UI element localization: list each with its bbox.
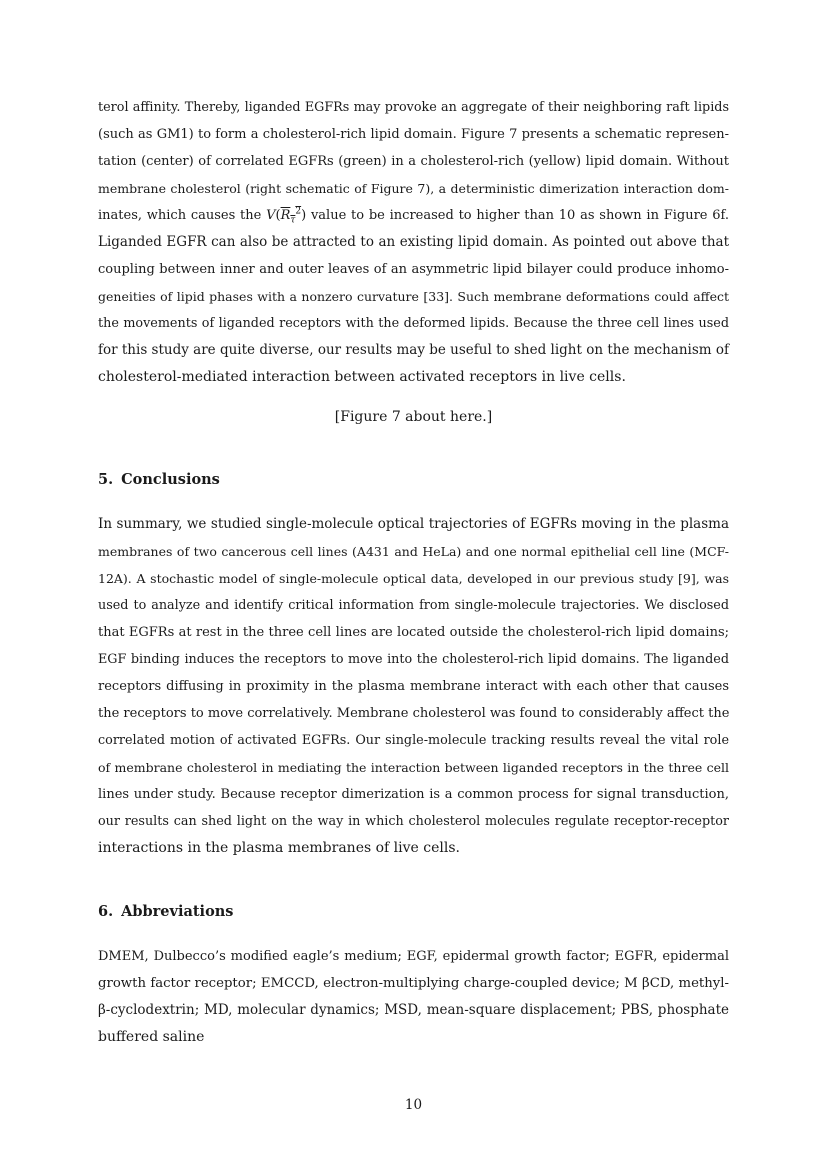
math-line-before: inates, which causes the (98, 208, 267, 223)
section-heading-conclusions (98, 470, 220, 490)
math-open-paren: ( (275, 208, 281, 223)
body-line: In summary, we studied single-molecule optical trajectories of EGFRs moving in the plasma (98, 516, 729, 532)
math-line-after: value to be increased to higher than 10 as shown in Figure 6f. (306, 208, 730, 223)
math-function: V (266, 208, 276, 223)
math-close-paren: ) (301, 208, 307, 223)
page-number: 10 (404, 1097, 423, 1113)
body-line: membranes of two cancerous cell lines (A431 and HeLa) and one normal epithelial cell line (MCF- (98, 544, 729, 559)
body-line: buffered saline (98, 1029, 205, 1045)
body-line: Liganded EGFR can also be attracted to an existing lipid domain. As pointed out above that (98, 234, 729, 250)
body-line: β-cyclodextrin; MD, molecular dynamics; MSD, mean-square displacement; PBS, phosphate (98, 1002, 729, 1018)
math-line (98, 202, 729, 229)
section-title: Conclusions (121, 471, 220, 488)
body-line: the movements of liganded receptors with the deformed lipids. Because the three cell lines used (98, 316, 729, 331)
body-line: of membrane cholesterol in mediating the interaction between liganded receptors in the three cell (98, 760, 729, 775)
figure-placeholder-note: [Figure 7 about here.] (334, 409, 493, 425)
body-line: for this study are quite diverse, our results may be useful to shed light on the mechanism of (98, 342, 729, 358)
body-line: our results can shed light on the way in which cholesterol molecules regulate receptor-receptor (98, 814, 729, 829)
body-line: EGF binding induces the receptors to move into the cholesterol-rich lipid domains. The liganded (98, 652, 729, 667)
conclusions-paragraph (98, 511, 729, 862)
abbreviations-paragraph (98, 943, 729, 1051)
body-line: 12A). A stochastic model of single-molecule optical data, developed in our previous study [9], was (98, 571, 729, 586)
body-line: DMEM, Dulbecco’s modified eagle’s medium; EGF, epidermal growth factor; EGFR, epidermal (98, 949, 729, 964)
body-line: (such as GM1) to form a cholesterol-rich lipid domain. Figure 7 presents a schematic represen- (98, 127, 729, 142)
section-number: 5. (98, 471, 114, 488)
body-line: cholesterol-mediated interaction between activated receptors in live cells. (98, 369, 626, 385)
body-line: used to analyze and identify critical information from single-molecule trajectories. We disclosed (98, 598, 729, 613)
body-line: terol affinity. Thereby, liganded EGFRs may provoke an aggregate of their neighboring raft lipids (98, 100, 729, 115)
body-line: tation (center) of correlated EGFRs (green) in a cholesterol-rich (yellow) lipid domain. Without (98, 154, 729, 169)
math-superscript: 2 (295, 206, 302, 217)
body-line: geneities of lipid phases with a nonzero curvature [33]. Such membrane deformations could affect (98, 289, 729, 304)
body-line: lines under study. Because receptor dimerization is a common process for signal transduction, (98, 787, 729, 802)
body-line: that EGFRs at rest in the three cell lines are located outside the cholesterol-rich lipid domains; (98, 625, 729, 640)
body-line: interactions in the plasma membranes of live cells. (98, 840, 460, 856)
math-subscript: τ (290, 215, 296, 226)
section-title: Abbreviations (121, 903, 234, 920)
body-line: the receptors to move correlatively. Membrane cholesterol was found to considerably affect the (98, 706, 730, 721)
section-number: 6. (98, 903, 114, 920)
body-line: growth factor receptor; EMCCD, electron-multiplying charge-coupled device; M βCD, methyl- (98, 976, 729, 991)
section-heading-abbreviations (98, 902, 233, 922)
body-line: coupling between inner and outer leaves of an asymmetric lipid bilayer could produce inhomo- (98, 262, 729, 277)
body-line: membrane cholesterol (right schematic of Figure 7), a deterministic dimerization interaction dom- (98, 181, 729, 196)
math-variable: R (280, 208, 291, 223)
body-line: receptors diffusing in proximity in the plasma membrane interact with each other that causes (98, 679, 729, 694)
body-line: correlated motion of activated EGFRs. Our single-molecule tracking results reveal the vital role (98, 733, 729, 748)
intro-paragraph (98, 94, 729, 391)
